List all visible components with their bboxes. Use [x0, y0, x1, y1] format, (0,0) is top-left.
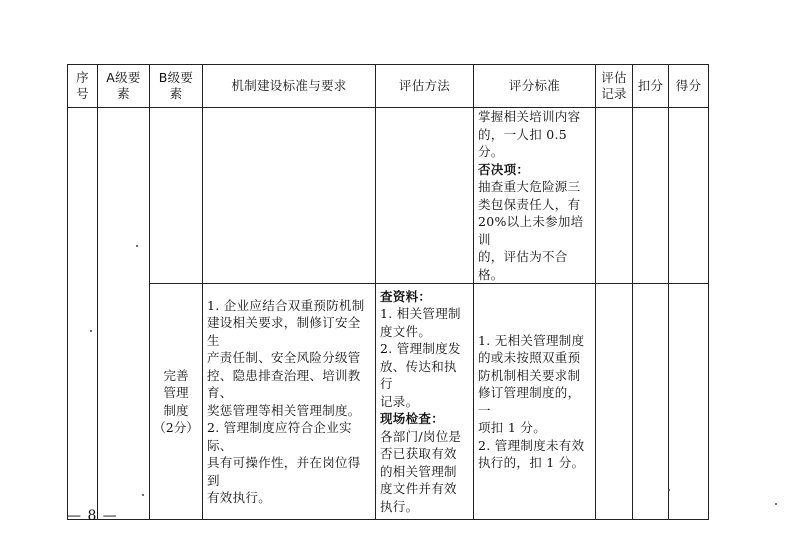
scan-speck: [90, 330, 92, 332]
page-number: — 8 —: [67, 508, 118, 524]
method-text: 查资料： 1. 相关管理制 度文件。 2. 管理制度发 放、传达和执行 记录。 现场检查： 各部门/岗位是 否已获取有效 的相关管理制 度文件并有效 执行。: [380, 288, 462, 514]
table-row: [68, 284, 709, 520]
score-cell: [669, 108, 709, 284]
criteria-text: [474, 108, 595, 283]
record-cell: [596, 108, 633, 284]
header-a-level: A级要素: [98, 65, 150, 108]
deduct-cell: [633, 108, 669, 284]
table-row: [68, 108, 709, 284]
b-level-cell: [150, 284, 203, 520]
criteria-line: 抽查重大危险源三: [478, 179, 581, 194]
header-score: 得分: [669, 65, 709, 108]
criteria-line: 类包保责任人，有: [478, 196, 581, 212]
b-level-text: 完善 管理 制度 （2分）: [153, 367, 199, 435]
score-cell: [669, 284, 709, 520]
criteria-cell: [474, 284, 596, 520]
header-record: 评估记录: [596, 65, 633, 108]
header-b-level: B级要素: [150, 65, 203, 108]
header-method: 评估方法: [376, 65, 474, 108]
criteria-text: 1. 无相关管理制度 的或未按照双重预 防机制相关要求制 修订管理制度的，一 项扣 1 分。 2. 管理制度未有效 执行的，扣 1 分。: [478, 332, 585, 470]
standard-cell: [203, 284, 376, 520]
seq-cell: [68, 108, 98, 520]
a-level-cell: [98, 108, 150, 520]
criteria-line: 掌握相关培训内容: [478, 109, 581, 124]
table-header-row: [68, 65, 709, 108]
scan-speck: [136, 245, 138, 247]
method-cell: [376, 284, 474, 520]
assessment-table: [67, 64, 709, 520]
criteria-line: 的，一人扣 0.5 分。: [478, 126, 568, 159]
header-deduct: 扣分: [633, 65, 669, 108]
header-seq: 序号: [68, 65, 98, 108]
b-level-cell: [150, 108, 203, 284]
scan-speck: [775, 503, 777, 505]
criteria-line: 否决项：: [478, 161, 530, 177]
record-cell: [596, 284, 633, 520]
scan-speck: [668, 489, 670, 491]
standard-text: 1. 企业应结合双重预防机制 建设相关要求，制修订安全生 产责任制、安全风险分级管 控、隐患排查治理、培训教育、 奖惩管理等相关管理制度。 2. 管理制度应符合企业实际、 具有可操作性，并在岗位得到 有效执行。: [207, 297, 365, 505]
method-cell: [376, 108, 474, 284]
standard-cell: [203, 108, 376, 284]
header-standard: 机制建设标准与要求: [203, 65, 376, 108]
criteria-line: 的，评估为不合格。: [478, 249, 568, 282]
criteria-line: 20%以上未参加培训: [478, 214, 584, 247]
criteria-cell: [474, 108, 596, 284]
scan-speck: [142, 494, 144, 496]
header-criteria: 评分标准: [474, 65, 596, 108]
deduct-cell: [633, 284, 669, 520]
